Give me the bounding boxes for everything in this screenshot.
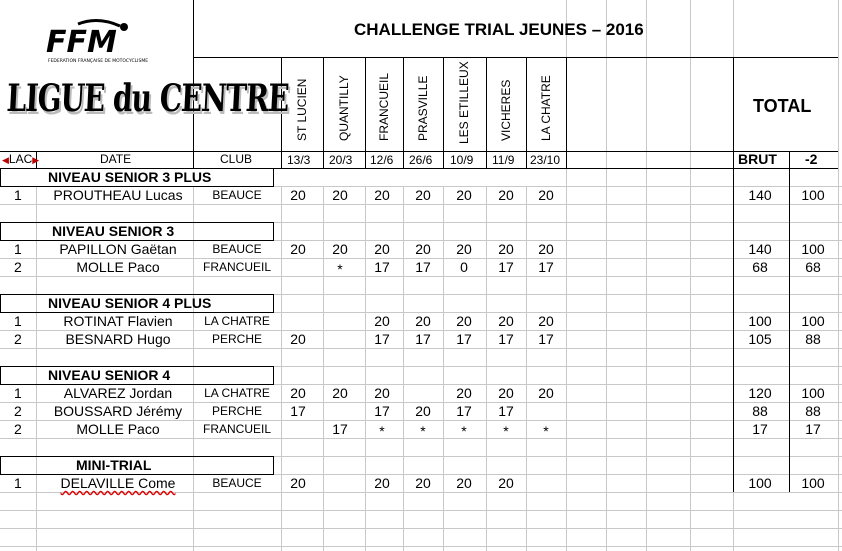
- score-cell: 20: [456, 313, 472, 329]
- brut-header: BRUT: [738, 151, 777, 167]
- score-cell: 20: [538, 241, 554, 257]
- brut-total-cell: 17: [752, 421, 768, 437]
- score-cell: 20: [374, 313, 390, 329]
- rank-cell: 1: [14, 313, 22, 329]
- score-cell: 17: [290, 403, 306, 419]
- venue-header-5: LES ETILLEUX: [457, 61, 471, 144]
- score-cell: *: [461, 423, 467, 439]
- venue-header-6: VICHERES: [499, 79, 513, 141]
- total-header: TOTAL: [753, 96, 812, 116]
- score-cell: 20: [415, 187, 431, 203]
- venue-date-4: 26/6: [409, 153, 433, 167]
- brut-total-cell: 100: [748, 475, 772, 491]
- score-cell: *: [420, 423, 426, 439]
- score-cell: 0: [460, 259, 468, 275]
- score-cell: 20: [415, 313, 431, 329]
- rank-cell: 2: [14, 331, 22, 347]
- club-cell: LA CHATRE: [204, 386, 270, 400]
- score-cell: 20: [332, 241, 348, 257]
- rank-cell: 1: [14, 475, 22, 491]
- brut-total-cell: 68: [752, 259, 768, 275]
- rider-name: PAPILLON Gaëtan: [59, 241, 177, 257]
- score-cell: *: [379, 423, 385, 439]
- club-header: CLUB: [220, 152, 253, 166]
- lac-label: LAC: [8, 152, 33, 166]
- venue-date-2: 20/3: [329, 153, 353, 167]
- score-cell: 17: [456, 331, 472, 347]
- rider-name: MOLLE Paco: [76, 259, 160, 275]
- section-title: NIVEAU SENIOR 4 PLUS: [48, 295, 212, 311]
- page-title: CHALLENGE TRIAL JEUNES – 2016: [354, 20, 644, 39]
- score-cell: 20: [290, 475, 306, 491]
- score-cell: 17: [415, 259, 431, 275]
- venue-date-5: 10/9: [450, 153, 474, 167]
- score-cell: 20: [538, 313, 554, 329]
- score-cell: *: [503, 423, 509, 439]
- net-total-cell: 88: [805, 403, 821, 419]
- score-cell: 17: [332, 421, 348, 437]
- score-cell: 17: [374, 403, 390, 419]
- score-cell: 20: [290, 385, 306, 401]
- logo-subtitle-text: FEDERATION FRANÇAISE DE MOTOCYCLISME: [48, 59, 148, 64]
- score-cell: 20: [332, 385, 348, 401]
- section-title: MINI-TRIAL: [76, 457, 152, 473]
- score-cell: 17: [498, 331, 514, 347]
- club-cell: FRANCUEIL: [202, 422, 271, 436]
- venue-date-3: 12/6: [370, 153, 394, 167]
- net-total-cell: 100: [801, 241, 825, 257]
- score-cell: 20: [290, 241, 306, 257]
- score-cell: 20: [374, 385, 390, 401]
- rider-name: ALVAREZ Jordan: [63, 385, 173, 401]
- venue-header-4: PRASVILLE: [416, 75, 430, 141]
- score-cell: 17: [498, 259, 514, 275]
- brut-total-cell: 140: [748, 241, 772, 257]
- rank-cell: 2: [14, 421, 22, 437]
- net-total-cell: 88: [805, 331, 821, 347]
- score-cell: 20: [498, 241, 514, 257]
- brut-total-cell: 120: [748, 385, 772, 401]
- score-cell: 17: [374, 331, 390, 347]
- rank-cell: 2: [14, 403, 22, 419]
- score-cell: 17: [538, 331, 554, 347]
- rank-cell: 1: [14, 187, 22, 203]
- logo-brand-text: FFM: [46, 25, 117, 60]
- club-cell: PERCHE: [211, 404, 262, 418]
- net-total-cell: 100: [801, 385, 825, 401]
- score-cell: *: [543, 423, 549, 439]
- ffm-logo: [38, 18, 148, 68]
- score-cell: 20: [498, 187, 514, 203]
- club-cell: PERCHE: [211, 332, 262, 346]
- score-cell: 17: [374, 259, 390, 275]
- venue-header-7: LA CHATRE: [539, 75, 553, 141]
- rider-name: BESNARD Hugo: [65, 331, 171, 347]
- section-title: NIVEAU SENIOR 3: [52, 223, 175, 239]
- score-cell: 20: [456, 385, 472, 401]
- score-cell: 20: [456, 475, 472, 491]
- score-cell: 20: [415, 475, 431, 491]
- net-total-cell: 100: [801, 475, 825, 491]
- venue-header-1: ST LUCIEN: [295, 78, 309, 141]
- score-cell: 20: [538, 385, 554, 401]
- venue-date-1: 13/3: [287, 153, 311, 167]
- score-cell: 20: [456, 187, 472, 203]
- rider-name: DELAVILLE Come: [60, 475, 176, 491]
- brut-total-cell: 140: [748, 187, 772, 203]
- score-cell: 20: [290, 331, 306, 347]
- net-total-cell: 100: [801, 313, 825, 329]
- score-cell: 20: [498, 313, 514, 329]
- score-cell: 17: [415, 331, 431, 347]
- rider-name: BOUSSARD Jérémy: [53, 403, 183, 419]
- date-header: DATE: [100, 152, 132, 166]
- brut-total-cell: 88: [752, 403, 768, 419]
- score-cell: 20: [538, 187, 554, 203]
- score-cell: 17: [538, 259, 554, 275]
- brut-total-cell: 100: [748, 313, 772, 329]
- club-cell: LA CHATRE: [204, 314, 270, 328]
- score-cell: 20: [374, 187, 390, 203]
- venue-header-3: FRANCUEIL: [377, 72, 391, 141]
- score-cell: 20: [456, 241, 472, 257]
- left-arrow-icon: ◀: [2, 155, 9, 165]
- rank-cell: 1: [14, 241, 22, 257]
- rider-name: ROTINAT Flavien: [63, 313, 173, 329]
- club-cell: BEAUCE: [212, 242, 262, 256]
- score-cell: 20: [415, 241, 431, 257]
- score-cell: 20: [332, 187, 348, 203]
- brut-total-cell: 105: [748, 331, 772, 347]
- right-arrow-icon: ▶: [32, 155, 40, 165]
- minus2-header: -2: [805, 151, 818, 167]
- club-cell: BEAUCE: [212, 188, 262, 202]
- net-total-cell: 68: [805, 259, 821, 275]
- rank-cell: 1: [14, 385, 22, 401]
- score-cell: 17: [498, 403, 514, 419]
- club-cell: FRANCUEIL: [202, 260, 271, 274]
- rider-name: PROUTHEAU Lucas: [53, 187, 183, 203]
- section-title: NIVEAU SENIOR 3 PLUS: [48, 169, 212, 185]
- section-title: NIVEAU SENIOR 4: [48, 367, 171, 383]
- league-name: LIGUE du CENTRE: [5, 76, 290, 121]
- venue-header-2: QUANTILLY: [337, 75, 351, 141]
- score-cell: 20: [290, 187, 306, 203]
- score-cell: 20: [498, 385, 514, 401]
- score-cell: *: [337, 261, 343, 277]
- score-cell: 20: [415, 403, 431, 419]
- score-cell: 20: [498, 475, 514, 491]
- net-total-cell: 17: [805, 421, 821, 437]
- venue-date-7: 23/10: [530, 153, 561, 167]
- lac-header[interactable]: [2, 153, 39, 165]
- venue-date-6: 11/9: [492, 153, 515, 167]
- score-cell: 20: [374, 241, 390, 257]
- rank-cell: 2: [14, 259, 22, 275]
- club-cell: BEAUCE: [212, 476, 262, 490]
- score-cell: 17: [456, 403, 472, 419]
- rider-name: MOLLE Paco: [76, 421, 160, 437]
- score-cell: 20: [374, 475, 390, 491]
- net-total-cell: 100: [801, 187, 825, 203]
